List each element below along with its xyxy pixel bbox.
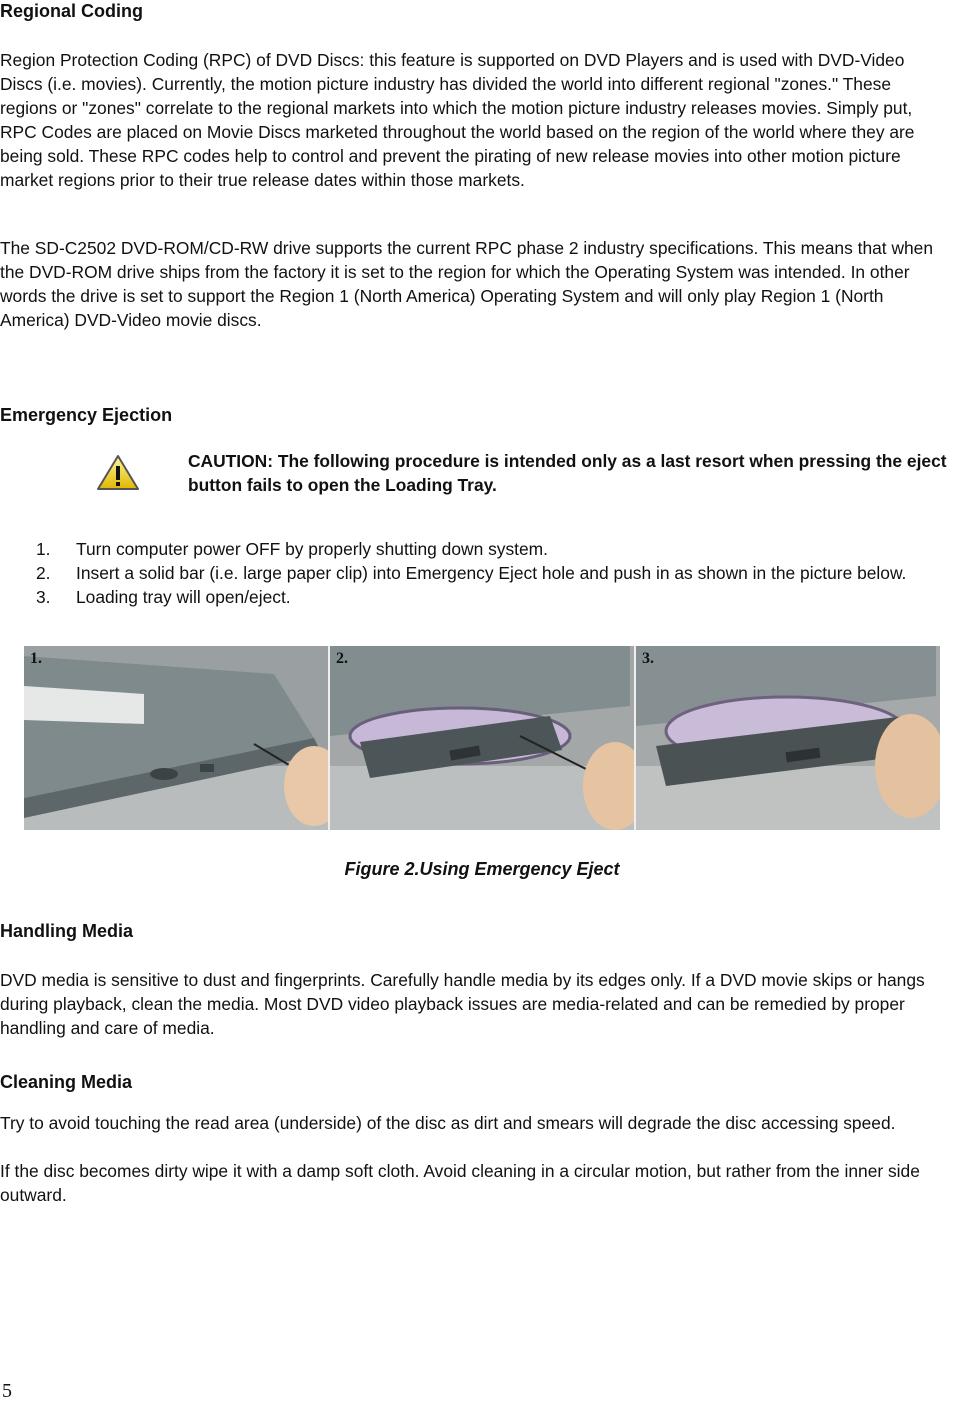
photo-panel-1 [24, 646, 330, 830]
emergency-eject-photo [24, 646, 940, 830]
regional-coding-paragraph-2: The SD-C2502 DVD-ROM/CD-RW drive supports the current RPC phase 2 industry specifications. This means that when the DVD-ROM drive ships from the factory it is set to the region for which the Operating System was intended. In other words the drive is set to support the Region 1 (North America) Operating System and will only play Region 1 (North America) DVD-Video movie discs. [0, 238, 934, 330]
regional-coding-paragraph-1: Region Protection Coding (RPC) of DVD Discs: this feature is supported on DVD Players and is used with DVD-Video Discs (i.e. movies). Currently, the motion picture industry has divided the world into different regional "zones." These regions or "zones" correlate to the regional markets into which the motion picture industry releases movies. Simply put, RPC Codes are placed on Movie Discs marketed throughout the world based on the region of the world where they are being sold. These RPC codes help to control and prevent the pirating of new release movies into other motion picture market regions prior to their true release dates within those markets. [0, 50, 915, 190]
regional-coding-heading: Regional Coding [0, 1, 143, 21]
photo-panel-2 [330, 646, 636, 830]
figure-caption: Figure 2.Using Emergency Eject [344, 859, 620, 879]
list-item: 2. Insert a solid bar (i.e. large paper clip) into Emergency Eject hole and push in as shown in the picture below. [36, 563, 907, 583]
cleaning-media-paragraph-1: Try to avoid touching the read area (underside) of the disc as dirt and smears will degrade the disc accessing speed. [0, 1113, 896, 1133]
list-item: 3. Loading tray will open/eject. [36, 587, 291, 607]
list-item: 1. Turn computer power OFF by properly shutting down system. [36, 539, 548, 559]
panel-label: 2. [336, 650, 348, 667]
panel-label: 1. [30, 650, 42, 667]
cleaning-media-heading: Cleaning Media [0, 1072, 133, 1092]
page-number: 5 [2, 1380, 12, 1402]
caution-text: CAUTION: The following procedure is intended only as a last resort when pressing the eject button fails to open the Loading Tray. [188, 451, 947, 495]
cleaning-media-paragraph-2: If the disc becomes dirty wipe it with a damp soft cloth. Avoid cleaning in a circular motion, but rather from the inner side outward. [0, 1161, 920, 1205]
handling-media-paragraph: DVD media is sensitive to dust and fingerprints. Carefully handle media by its edges only. If a DVD movie skips or hangs during playback, clean the media. Most DVD video playback issues are media-related and can be remedied by proper handling and care of media. [0, 970, 925, 1038]
ejection-steps-list [0, 537, 953, 609]
handling-media-heading: Handling Media [0, 921, 134, 941]
emergency-ejection-heading: Emergency Ejection [0, 405, 173, 425]
warning-icon [95, 453, 141, 493]
panel-label: 3. [642, 650, 654, 667]
photo-panel-3 [636, 646, 940, 830]
